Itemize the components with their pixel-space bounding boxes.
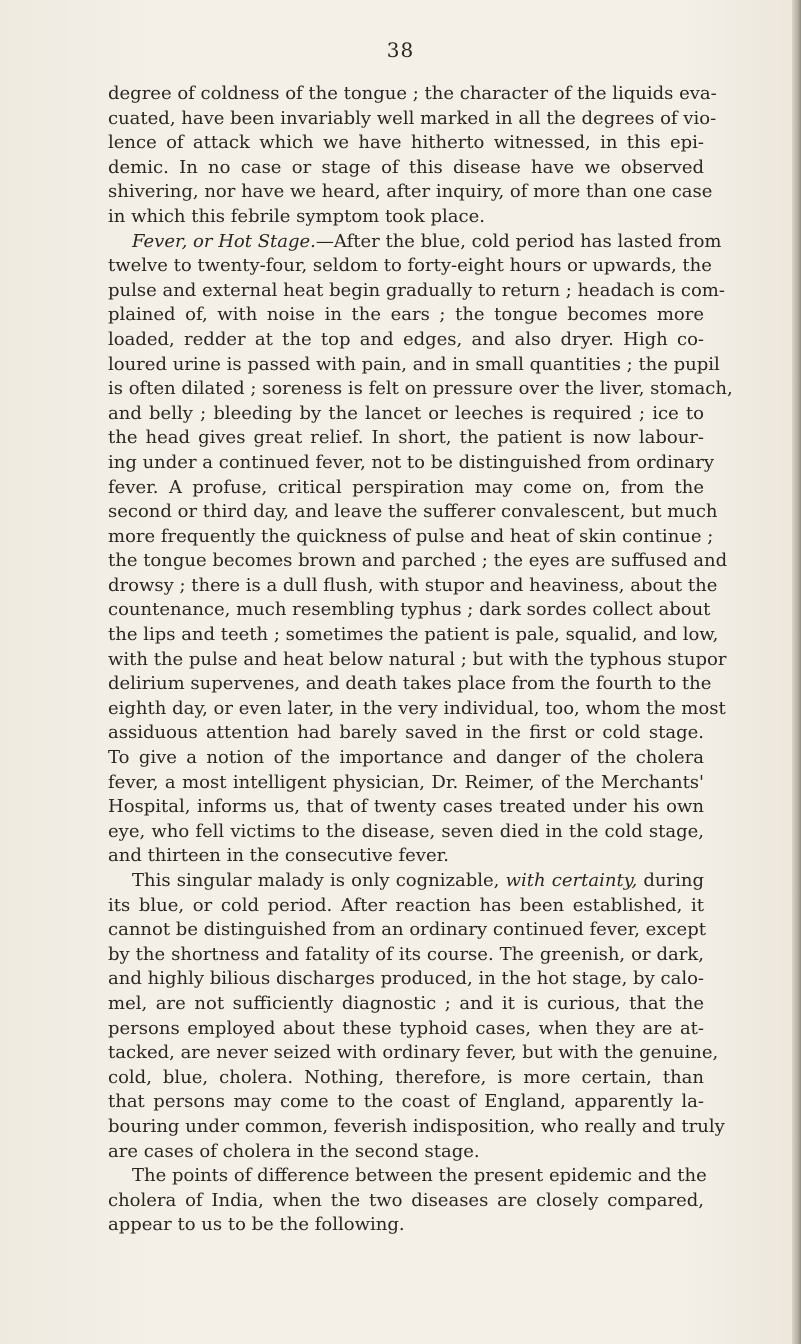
text-line: cold, blue, cholera. Nothing, therefore, is more certain, than [108, 1066, 704, 1088]
text-line: cannot be distinguished from an ordinary continued fever, except [108, 919, 706, 941]
text-line: lence of attack which we have hitherto witnessed, in this epi- [108, 132, 704, 154]
text-line: with the pulse and heat below natural ; but with the typhous stupor [108, 648, 727, 670]
paragraph-3 [108, 869, 725, 1164]
section-heading: Fever, or Hot Stage. [132, 230, 316, 252]
text-line: mel, are not sufficiently diagnostic ; and it is curious, that the [108, 992, 704, 1014]
text-line: the tongue becomes brown and parched ; the eyes are suffused and [108, 550, 728, 572]
text-line: and belly ; bleeding by the lancet or leeches is required ; ice to [108, 402, 704, 424]
text-line: The points of difference between the present epidemic and the [132, 1165, 707, 1187]
text-line: second or third day, and leave the sufferer convalescent, but much [108, 501, 718, 523]
text-line: pulse and external heat begin gradually to return ; headach is com- [108, 279, 725, 301]
text-line: are cases of cholera in the second stage. [108, 1140, 480, 1162]
text-line: more frequently the quickness of pulse and heat of skin continue ; [108, 525, 714, 547]
text-line: drowsy ; there is a dull flush, with stupor and heaviness, about the [108, 574, 718, 596]
text-line: eye, who fell victims to the disease, seven died in the cold stage, [108, 820, 704, 842]
text-line: fever, a most intelligent physician, Dr. Reimer, of the Merchants' [108, 771, 704, 793]
text-line: shivering, nor have we heard, after inquiry, of more than one case [108, 181, 713, 203]
text-line: ing under a continued fever, not to be distinguished from ordinary [108, 451, 715, 473]
text-line: appear to us to be the following. [108, 1214, 405, 1236]
text-line: delirium supervenes, and death takes place from the fourth to the [108, 673, 712, 695]
page-number: 38 [386, 38, 415, 62]
text-line: demic. In no case or stage of this disease have we observed [108, 156, 704, 178]
text-line: twelve to twenty-four, seldom to forty-eight hours or upwards, the [108, 255, 712, 277]
text-line: and thirteen in the consecutive fever. [108, 845, 449, 867]
paragraph-4 [108, 1164, 707, 1238]
emphasis-text: with certainty, [505, 870, 638, 891]
text-line: that persons may come to the coast of England, apparently la- [108, 1091, 704, 1113]
page-edge [792, 0, 801, 1344]
text-line: loaded, redder at the top and edges, and also dryer. High co- [108, 328, 704, 350]
paragraph-1 [108, 82, 717, 230]
text-line: cuated, have been invariably well marked in all the degrees of vio- [108, 107, 717, 129]
text-line: degree of coldness of the tongue ; the character of the liquids eva- [108, 83, 717, 104]
text-line [108, 230, 722, 255]
text-line: the head gives great relief. In short, the patient is now labour- [108, 427, 704, 449]
text-fragment: This singular malady is only cognizable, [132, 870, 500, 891]
text-line: Hospital, informs us, that of twenty cases treated under his own [108, 796, 704, 818]
paragraph-2 [108, 230, 733, 869]
text-line: assiduous attention had barely saved in the first or cold stage. [108, 722, 704, 744]
text-line: eighth day, or even later, in the very individual, too, whom the most [108, 697, 726, 719]
text-fragment: during [643, 870, 704, 891]
text-fragment: —After the blue, cold period has lasted from [315, 230, 722, 252]
text-line: the lips and teeth ; sometimes the patient is pale, squalid, and low, [108, 624, 719, 646]
body-text [108, 82, 733, 1238]
text-line: in which this febrile symptom took place. [108, 205, 485, 227]
text-line [108, 869, 704, 894]
text-line: loured urine is passed with pain, and in small quantities ; the pupil [108, 353, 720, 375]
text-line: and highly bilious discharges produced, in the hot stage, by calo- [108, 968, 704, 990]
text-line: plained of, with noise in the ears ; the tongue becomes more [108, 304, 704, 326]
text-line: cholera of India, when the two diseases are closely compared, [108, 1189, 704, 1211]
text-line: countenance, much resembling typhus ; dark sordes collect about [108, 599, 711, 621]
text-line: its blue, or cold period. After reaction has been established, it [108, 894, 704, 916]
text-line: bouring under common, feverish indisposition, who really and truly [108, 1115, 725, 1137]
text-line: persons employed about these typhoid cases, when they are at- [108, 1017, 704, 1039]
text-line: by the shortness and fatality of its course. The greenish, or dark, [108, 943, 704, 965]
text-line: tacked, are never seized with ordinary fever, but with the genuine, [108, 1042, 719, 1064]
text-line: To give a notion of the importance and danger of the cholera [108, 747, 704, 769]
text-line: is often dilated ; soreness is felt on pressure over the liver, stomach, [108, 378, 733, 400]
text-line: fever. A profuse, critical perspiration may come on, from the [108, 476, 704, 498]
